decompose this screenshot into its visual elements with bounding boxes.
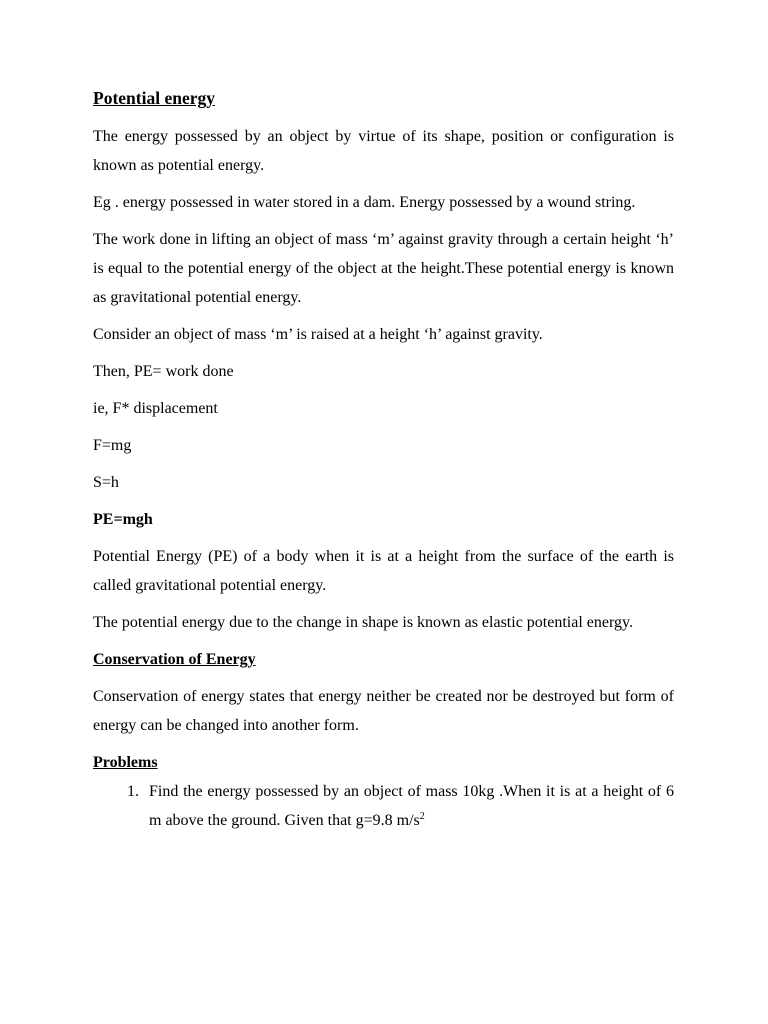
problems-heading: Problems: [93, 754, 158, 771]
page-title: Potential energy: [93, 88, 215, 108]
paragraph-consider: Consider an object of mass ‘m’ is raised at a height ‘h’ against gravity.: [93, 326, 543, 343]
list-item: [93, 777, 674, 835]
list-item-number: 1.: [127, 783, 139, 800]
equation-then: Then, PE= work done: [93, 363, 234, 380]
paragraph-example: Eg . energy possessed in water stored in a dam. Energy possessed by a wound string.: [93, 194, 636, 211]
equation-force: F=mg: [93, 437, 132, 454]
conservation-heading: Conservation of Energy: [93, 651, 256, 668]
problems-list: [93, 777, 674, 835]
paragraph-conservation: Conservation of energy states that energy neither be created nor be destroyed but form of energy can be changed into another form.: [93, 688, 674, 734]
paragraph-elastic: The potential energy due to the change in shape is known as elastic potential energy.: [93, 614, 633, 631]
equation-pe: PE=mgh: [93, 511, 153, 528]
paragraph-gravitational: Potential Energy (PE) of a body when it is at a height from the surface of the earth is called gravitational potential energy.: [93, 548, 674, 594]
paragraph-definition: The energy possessed by an object by virtue of its shape, position or configuration is known as potential energy.: [93, 128, 674, 174]
problem-text: Find the energy possessed by an object of mass 10kg .When it is at a height of 6 m above the ground. Given that g=9.8 m/s: [149, 783, 674, 829]
list-item-text: [139, 777, 674, 835]
superscript: 2: [419, 811, 425, 822]
equation-height: S=h: [93, 474, 119, 491]
document-body: [93, 88, 674, 835]
equation-displacement: ie, F* displacement: [93, 400, 218, 417]
paragraph-work-done: The work done in lifting an object of mass ‘m’ against gravity through a certain height ‘h’ is equal to the potential energy of the object at the height.These potential energy is known as gravitational potential energy.: [93, 231, 674, 306]
